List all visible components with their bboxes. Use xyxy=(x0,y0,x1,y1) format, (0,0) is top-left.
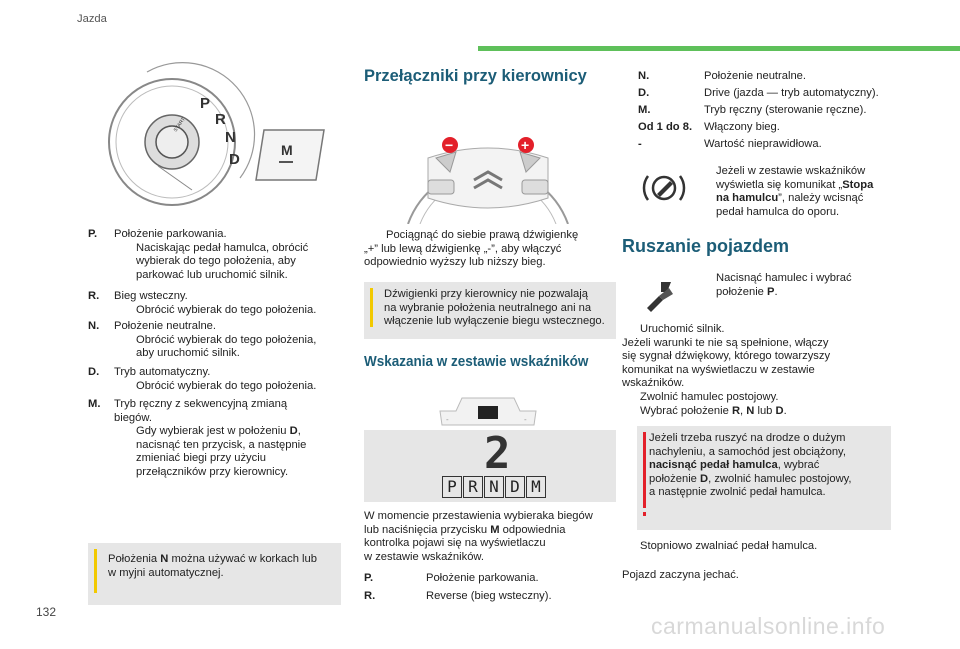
def-d-key: D. xyxy=(88,366,100,378)
brake-pedal-warning-icon xyxy=(640,168,688,208)
display-letter: R xyxy=(463,476,483,498)
start-procedure xyxy=(622,323,922,418)
start-text: Nacisnąć hamulec i wybrać xyxy=(716,272,852,284)
def-m-bullet-line: zmieniać biegi przy użyciu xyxy=(136,452,266,465)
section-accent-bar xyxy=(478,46,960,51)
def-m-bullet: Gdy wybierak jest w położeniu xyxy=(136,425,290,438)
def-n-bullet: Obrócić wybierak do tego położenia, xyxy=(136,333,317,346)
alert-text: , wybrać xyxy=(777,459,820,472)
final-note: Pojazd zaczyna jechać. xyxy=(622,569,739,581)
display-control-panel-illustration xyxy=(434,395,542,430)
info-text: włączenie lub wyłączenie biegu wstecznego. xyxy=(384,315,605,328)
m-button-label: M xyxy=(281,142,293,158)
knob-start-label: START xyxy=(172,116,187,134)
procedure-text: lub xyxy=(754,404,776,417)
warning-text: Jeżeli w zestawie wskaźników xyxy=(716,165,866,177)
paddle-plus-label: + xyxy=(521,137,530,153)
def-value: Włączony bieg. xyxy=(704,121,780,133)
warning-text-bold: Stopa xyxy=(842,178,874,191)
steering-wheel-illustration xyxy=(398,118,578,224)
def-p-bullet: Naciskając pedał hamulca, obrócić xyxy=(136,241,309,254)
info-text: można używać w korkach lub xyxy=(168,553,317,565)
procedure-text: Uruchomić silnik. xyxy=(640,323,725,335)
start-text: . xyxy=(774,285,778,298)
def-value: Wartość nieprawidłowa. xyxy=(704,138,822,150)
def-key: N. xyxy=(638,70,650,82)
alert-text-bold: nacisnąć pedał hamulca xyxy=(649,459,778,472)
heading-steering-paddles: Przełączniki przy kierownicy xyxy=(364,67,587,85)
alert-text: a następnie zwolnić pedał hamulca. xyxy=(649,486,826,499)
info-text: Położenia xyxy=(108,553,161,565)
def-d-text: Tryb automatyczny. xyxy=(114,366,211,378)
def-key: Od 1 do 8. xyxy=(638,121,693,133)
heading-starting-vehicle: Ruszanie pojazdem xyxy=(622,236,790,256)
def-m-bullet-line: przełączników przy kierownicy. xyxy=(136,465,289,478)
info-icon xyxy=(94,549,97,593)
def-key: D. xyxy=(638,87,650,99)
procedure-text: . xyxy=(783,404,787,417)
body-text: odpowiednia xyxy=(499,523,566,536)
warning-text: wyświetla się komunikat „ xyxy=(716,178,843,191)
gear-letter-r: R xyxy=(215,111,226,128)
info-text: na wybranie położenia neutralnego ani na xyxy=(384,301,592,314)
display-gear-number: 2 xyxy=(484,428,511,479)
procedure-text: , xyxy=(740,404,747,417)
alert-text-bold: D xyxy=(700,472,709,485)
def-value: Położenie neutralne. xyxy=(704,70,807,82)
warning-text: pedał hamulca do oporu. xyxy=(716,205,840,218)
alert-icon-dot xyxy=(643,512,646,516)
def-value: Drive (jazda — tryb automatyczny). xyxy=(704,87,879,99)
def-key: P. xyxy=(364,572,374,584)
body-text: lub naciśnięcia przycisku xyxy=(364,523,491,536)
def-n-bullet-line: aby uruchomić silnik. xyxy=(136,347,240,360)
svg-text:-: - xyxy=(524,415,527,424)
gear-letter-n: N xyxy=(225,129,236,146)
info-box-left xyxy=(88,543,341,605)
def-key: M. xyxy=(638,104,651,116)
heading-instrument-display: Wskazania w zestawie wskaźników xyxy=(364,353,589,370)
start-instruction xyxy=(694,272,924,299)
procedure-text: wskaźników. xyxy=(622,377,685,390)
display-description xyxy=(364,510,624,564)
def-r-bullet: Obrócić wybierak do tego położenia. xyxy=(136,303,317,316)
info-icon xyxy=(370,288,373,327)
procedure-text: Jeżeli warunki te nie są spełnione, włączy xyxy=(622,336,829,349)
brake-warning-text xyxy=(694,165,924,219)
watermark: carmanualsonline.info xyxy=(651,613,886,639)
info-text: Dźwigienki przy kierownicy nie pozwalają xyxy=(384,288,588,300)
def-value: Tryb ręczny (sterowanie ręczne). xyxy=(704,104,867,116)
procedure-text: się sygnał dźwiękowy, którego towarzyszy xyxy=(622,350,831,363)
page-number: 132 xyxy=(36,605,57,619)
section-title: Jazda xyxy=(77,13,107,25)
step-text: Stopniowo zwalniać pedał hamulca. xyxy=(640,540,818,552)
def-m-bullet-line: nacisnąć ten przycisk, a następnie xyxy=(136,438,307,451)
brake-and-gear-icon xyxy=(641,276,681,316)
display-letter: P xyxy=(442,476,462,498)
def-r-text: Bieg wsteczny. xyxy=(114,290,188,302)
def-p-key: P. xyxy=(88,228,98,240)
procedure-text: Zwolnić hamulec postojowy. xyxy=(640,390,779,403)
def-m-bullet-end: , xyxy=(297,425,301,438)
paddles-instructions xyxy=(364,229,624,270)
info-text: w myjni automatycznej. xyxy=(108,566,224,579)
def-n-text: Położenie neutralne. xyxy=(114,320,217,332)
alert-text: , zwolnić hamulec postojowy, xyxy=(708,472,852,485)
paddles-text: Pociągnąć do siebie prawą dźwigienkę xyxy=(386,229,579,241)
display-letter: D xyxy=(505,476,525,498)
alert-text: Jeżeli trzeba ruszyć na drodze o dużym xyxy=(649,432,846,444)
def-m-line: Tryb ręczny z sekwencyjną zmianą xyxy=(114,398,288,410)
display-letter: M xyxy=(526,476,546,498)
procedure-text: Wybrać położenie xyxy=(640,404,732,417)
procedure-text-bold: D xyxy=(775,404,784,417)
display-letter: N xyxy=(484,476,504,498)
procedure-text-bold: R xyxy=(731,404,741,417)
def-p-bullet-line: parkować lub uruchomić silnik. xyxy=(136,268,288,281)
warning-text: ”, należy wcisnąć xyxy=(778,192,864,205)
def-m-line: biegów. xyxy=(114,411,152,424)
alert-text: nachyleniu, a samochód jest obciążony, xyxy=(649,445,846,458)
def-key: R. xyxy=(364,590,376,602)
def-n-key: N. xyxy=(88,320,100,332)
gear-selector-illustration xyxy=(92,60,342,210)
def-m-key: M. xyxy=(88,398,101,410)
def-m-bullet-bold: D xyxy=(289,425,298,438)
svg-text:-: - xyxy=(446,415,449,424)
alert-text: położenie xyxy=(649,472,701,485)
def-p-text: Położenie parkowania. xyxy=(114,228,227,240)
body-text: w zestawie wskaźników. xyxy=(364,550,484,563)
gear-letter-d: D xyxy=(229,151,240,168)
start-text-bold: P xyxy=(767,285,775,298)
gear-display-illustration xyxy=(364,430,616,502)
paddle-minus-label: − xyxy=(445,137,454,153)
body-text-bold: M xyxy=(490,523,500,536)
display-gear-letters xyxy=(442,476,546,498)
body-text: W momencie przestawienia wybieraka biegów xyxy=(364,510,593,522)
alert-box-hill-start xyxy=(637,426,891,530)
paddles-text: odpowiednio wyższy lub niższy bieg. xyxy=(364,256,546,269)
procedure-text-bold: N xyxy=(746,404,755,417)
def-value: Położenie parkowania. xyxy=(426,572,539,584)
alert-icon xyxy=(643,432,646,508)
warning-text-bold: na hamulcu xyxy=(716,192,779,205)
paddles-text: „+” lub lewą dźwigienkę „-”, aby włączyć xyxy=(364,242,562,255)
def-d-bullet: Obrócić wybierak do tego położenia. xyxy=(136,379,317,392)
def-value: Reverse (bieg wsteczny). xyxy=(426,590,552,602)
release-brake-step xyxy=(622,540,920,554)
body-text: kontrolka pojawi się na wyświetlaczu xyxy=(364,537,546,550)
gear-letter-p: P xyxy=(200,95,211,112)
info-text-bold: N xyxy=(160,553,169,565)
def-r-key: R. xyxy=(88,290,100,302)
start-text: położenie xyxy=(716,285,768,298)
procedure-text: komunikat na wyświetlaczu w zestawie xyxy=(622,363,815,376)
def-p-bullet-line: wybierak do tego położenia, aby xyxy=(136,255,296,268)
def-key: - xyxy=(638,138,642,150)
info-box-paddles xyxy=(364,282,616,339)
